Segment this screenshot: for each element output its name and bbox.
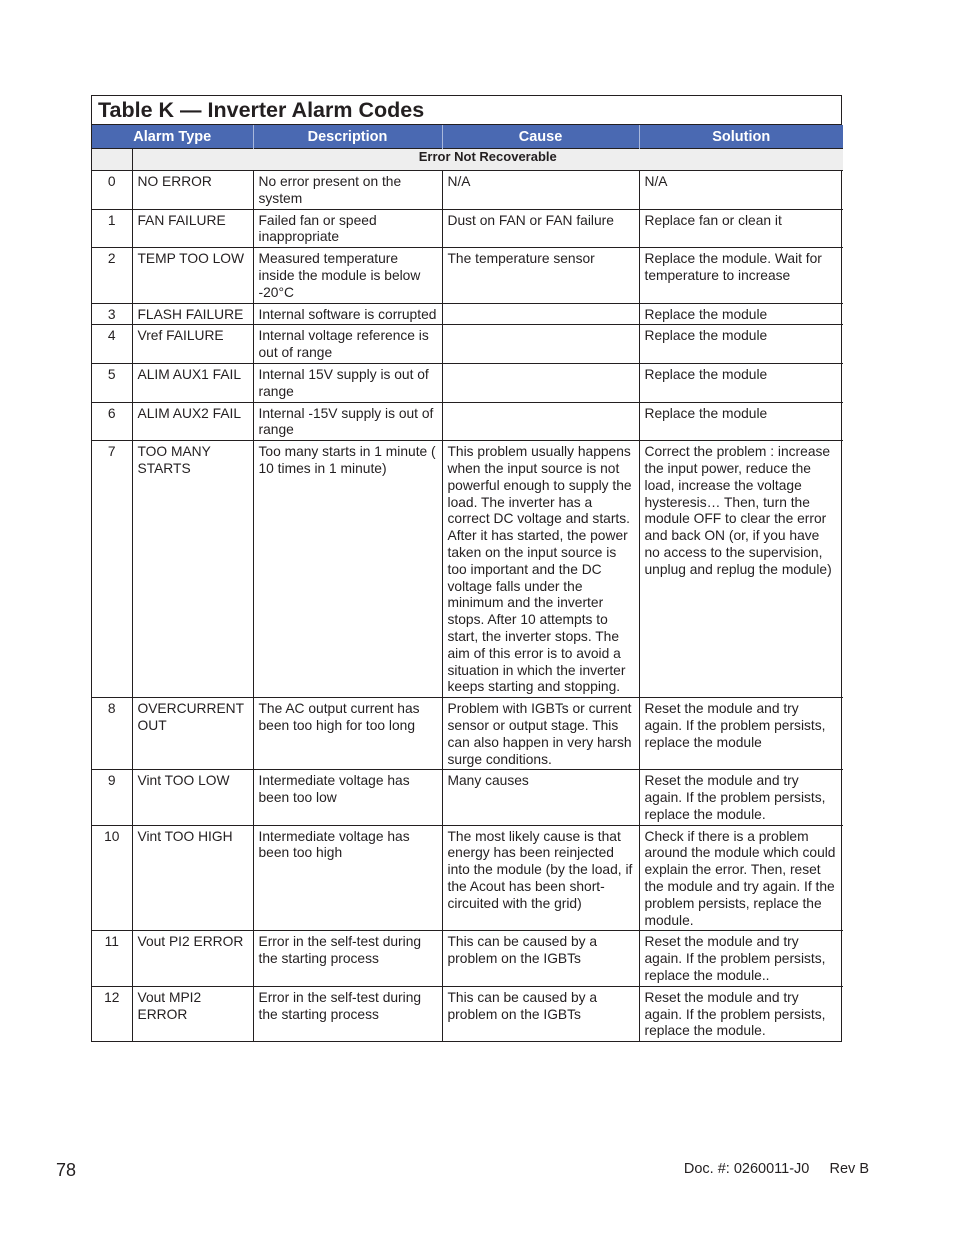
table-row [92, 363, 843, 402]
alarm-type-cell: FLASH FAILURE [132, 303, 253, 325]
cause-cell: Problem with IGBTs or current sensor or output stage. This can also happen in very harsh surge conditions. [442, 698, 639, 770]
alarm-type-cell: TOO MANY STARTS [132, 441, 253, 698]
table-header-row [92, 125, 843, 149]
page-number: 78 [56, 1160, 77, 1180]
alarm-type-cell: Vref FAILURE [132, 325, 253, 364]
table-row [92, 931, 843, 986]
alarm-type-cell: OVERCURRENT OUT [132, 698, 253, 770]
alarm-type-cell: Vint TOO LOW [132, 770, 253, 825]
description-cell: Internal -15V supply is out of range [253, 402, 442, 441]
cause-cell: The temperature sensor [442, 248, 639, 303]
description-cell: Intermediate voltage has been too low [253, 770, 442, 825]
table-row [92, 171, 843, 210]
solution-cell: N/A [639, 171, 843, 210]
solution-cell: Replace the module [639, 363, 843, 402]
solution-cell: Replace the module [639, 303, 843, 325]
description-cell: Internal software is corrupted [253, 303, 442, 325]
alarm-code-cell: 8 [92, 698, 132, 770]
cause-cell: Many causes [442, 770, 639, 825]
alarm-code-cell: 10 [92, 825, 132, 931]
cause-cell: N/A [442, 171, 639, 210]
alarm-code-cell: 1 [92, 209, 132, 248]
table-row [92, 441, 843, 698]
solution-cell: Replace fan or clean it [639, 209, 843, 248]
solution-cell: Reset the module and try again. If the problem persists, replace the module. [639, 770, 843, 825]
table-row [92, 698, 843, 770]
cause-cell [442, 363, 639, 402]
table-row [92, 325, 843, 364]
table-row [92, 770, 843, 825]
alarm-type-cell: Vout MPI2 ERROR [132, 986, 253, 1041]
alarm-code-cell: 3 [92, 303, 132, 325]
cause-cell: Dust on FAN or FAN failure [442, 209, 639, 248]
document-reference: Doc. #: 0260011-J0 Rev B [683, 1161, 869, 1177]
solution-cell: Reset the module and try again. If the problem persists, replace the module.. [639, 931, 843, 986]
header-alarm-type: Alarm Type [92, 125, 253, 149]
header-description: Description [253, 125, 442, 149]
table-row [92, 248, 843, 303]
section-blank-cell [92, 149, 132, 171]
solution-cell: Replace the module. Wait for temperature to increase [639, 248, 843, 303]
alarm-type-cell: ALIM AUX2 FAIL [132, 402, 253, 441]
cause-cell: This can be caused by a problem on the IGBTs [442, 931, 639, 986]
description-cell: Error in the self-test during the starting process [253, 986, 442, 1041]
alarm-codes-table-container [91, 95, 842, 1042]
cause-cell: The most likely cause is that energy has been reinjected into the module (by the load, if the Acout has been short-circuited with the grid) [442, 825, 639, 931]
alarm-code-cell: 11 [92, 931, 132, 986]
alarm-code-cell: 4 [92, 325, 132, 364]
section-label: Error Not Recoverable [132, 149, 843, 171]
table-title: Table K — Inverter Alarm Codes [92, 96, 841, 125]
description-cell: Internal 15V supply is out of range [253, 363, 442, 402]
alarm-type-cell: Vint TOO HIGH [132, 825, 253, 931]
table-row [92, 303, 843, 325]
header-cause: Cause [442, 125, 639, 149]
cause-cell [442, 402, 639, 441]
alarm-type-cell: TEMP TOO LOW [132, 248, 253, 303]
description-cell: The AC output current has been too high for too long [253, 698, 442, 770]
alarm-type-cell: ALIM AUX1 FAIL [132, 363, 253, 402]
solution-cell: Replace the module [639, 402, 843, 441]
alarm-type-cell: FAN FAILURE [132, 209, 253, 248]
description-cell: Intermediate voltage has been too high [253, 825, 442, 931]
alarm-code-cell: 12 [92, 986, 132, 1041]
table-row [92, 825, 843, 931]
header-solution: Solution [639, 125, 843, 149]
solution-cell: Check if there is a problem around the module which could explain the error. Then, reset the module and try again. If the problem persists, replace the module. [639, 825, 843, 931]
alarm-code-cell: 6 [92, 402, 132, 441]
alarm-type-cell: NO ERROR [132, 171, 253, 210]
description-cell: Measured temperature inside the module is below -20°C [253, 248, 442, 303]
alarm-code-cell: 9 [92, 770, 132, 825]
alarm-code-cell: 5 [92, 363, 132, 402]
alarm-code-cell: 7 [92, 441, 132, 698]
description-cell: Error in the self-test during the starting process [253, 931, 442, 986]
description-cell: Internal voltage reference is out of range [253, 325, 442, 364]
solution-cell: Reset the module and try again. If the problem persists, replace the module [639, 698, 843, 770]
table-row [92, 986, 843, 1041]
cause-cell [442, 325, 639, 364]
table-row [92, 209, 843, 248]
alarm-code-cell: 2 [92, 248, 132, 303]
cause-cell: This problem usually happens when the input source is not powerful enough to supply the load. The inverter has a correct DC voltage and starts. After it has started, the power taken on the input source is too important and the DC voltage falls under the minimum and the inverter stops. After 10 attempts to start, the inverter stops. The aim of this error is to avoid a situation in which the inverter keeps starting and stopping. [442, 441, 639, 698]
description-cell: No error present on the system [253, 171, 442, 210]
solution-cell: Reset the module and try again. If the problem persists, replace the module. [639, 986, 843, 1041]
alarm-type-cell: Vout PI2 ERROR [132, 931, 253, 986]
description-cell: Too many starts in 1 minute ( 10 times in 1 minute) [253, 441, 442, 698]
cause-cell: This can be caused by a problem on the IGBTs [442, 986, 639, 1041]
description-cell: Failed fan or speed inappropriate [253, 209, 442, 248]
alarm-code-cell: 0 [92, 171, 132, 210]
table-row [92, 402, 843, 441]
alarm-codes-table [92, 125, 843, 1041]
section-row [92, 149, 843, 171]
solution-cell: Correct the problem : increase the input power, reduce the load, increase the voltage hysteresis… Then, turn the module OFF to clear the error and back ON (or, if you have no access to the supervision, unplug and replug the module) [639, 441, 843, 698]
solution-cell: Replace the module [639, 325, 843, 364]
cause-cell [442, 303, 639, 325]
